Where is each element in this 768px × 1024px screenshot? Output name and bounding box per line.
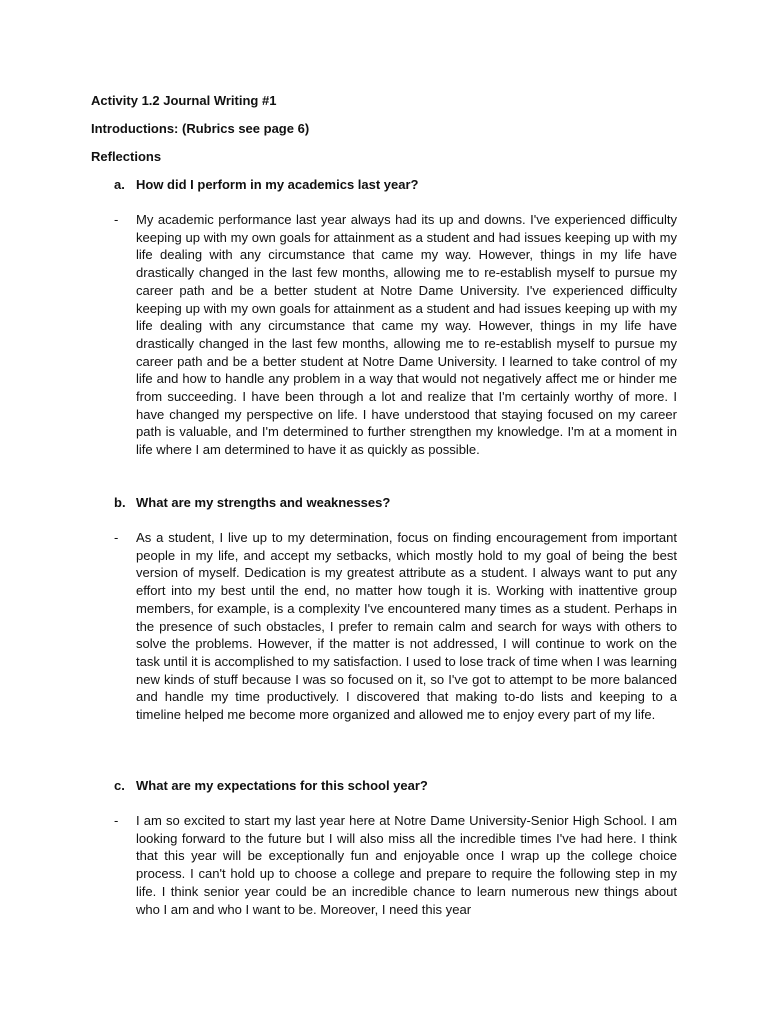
question-letter: c. <box>114 778 125 793</box>
bullet-dash: - <box>114 530 119 545</box>
question-text: What are my expectations for this school year? <box>136 778 428 793</box>
question-a <box>114 176 418 194</box>
question-letter: b. <box>114 495 126 510</box>
question-letter: a. <box>114 177 125 192</box>
bullet-dash: - <box>114 212 119 227</box>
question-b <box>114 494 390 512</box>
question-text: How did I perform in my academics last year? <box>136 177 419 192</box>
activity-title: Activity 1.2 Journal Writing #1 <box>91 93 277 108</box>
introductions-heading: Introductions: (Rubrics see page 6) <box>91 121 310 136</box>
answer-paragraph-b: As a student, I live up to my determination, focus on finding encouragement from important people in my life, and accept my setbacks, which mostly hold to my goal of being the best version of myself. Dedication is my greatest attribute as a student. I always want to put any effort into my best until the end, no matter how tough it is. Working with inattentive group members, for example, is a complexity I've encountered many times as a student. Perhaps in the presence of such obstacles, I prefer to remain calm and search for ways with others to solve the problems. However, if the matter is not addressed, I will continue to work on the task until it is accomplished to my satisfaction. I used to lose track of time when I was learning new kinds of stuff because I was so focused on it, so I've got to attempt to be more balanced and handle my time productively. I discovered that making to-do lists and keeping to a timeline helped me become more organized and allowed me to enjoy every part of my life. <box>136 530 677 723</box>
answer-paragraph-c: I am so excited to start my last year here at Notre Dame University-Senior High School. I am looking forward to the future but I will also miss all the incredible times I've had here. I think that this year will be exceptionally fun and enjoyable once I wrap up the college choice process. I can't hold up to choose a college and prepare to require the following step in my life. I think senior year could be an incredible chance to learn numerous new things about who I am and who I want to be. Moreover, I need this year <box>136 813 677 917</box>
answer-paragraph-a: My academic performance last year always had its up and downs. I've experienced difficulty keeping up with my own goals for attainment as a student and had issues keeping up with my life dealing with any circumstance that came my way. However, things in my life have drastically changed in the last few months, allowing me to re-establish myself to pursue my career path and be a better student at Notre Dame University. I've experienced difficulty keeping up with my own goals for attainment as a student and had issues keeping up with my life dealing with any circumstance that came my way. However, things in my life have drastically changed in the last few months, allowing me to re-establish myself to pursue my career path and be a better student at Notre Dame University. I learned to take control of my life and how to handle any problem in a way that would not negatively affect me or hinder me from succeeding. I have been through a lot and realize that I'm certainly worthy of more. I have changed my perspective on life. I have understood that staying focused on my career path is valuable, and I'm determined to further strengthen my knowledge. I'm at a moment in life where I am determined to have it as quickly as possible. <box>136 212 677 458</box>
question-c <box>114 777 428 795</box>
reflections-heading: Reflections <box>91 149 162 164</box>
question-text: What are my strengths and weaknesses? <box>136 495 391 510</box>
bullet-dash: - <box>114 813 119 828</box>
